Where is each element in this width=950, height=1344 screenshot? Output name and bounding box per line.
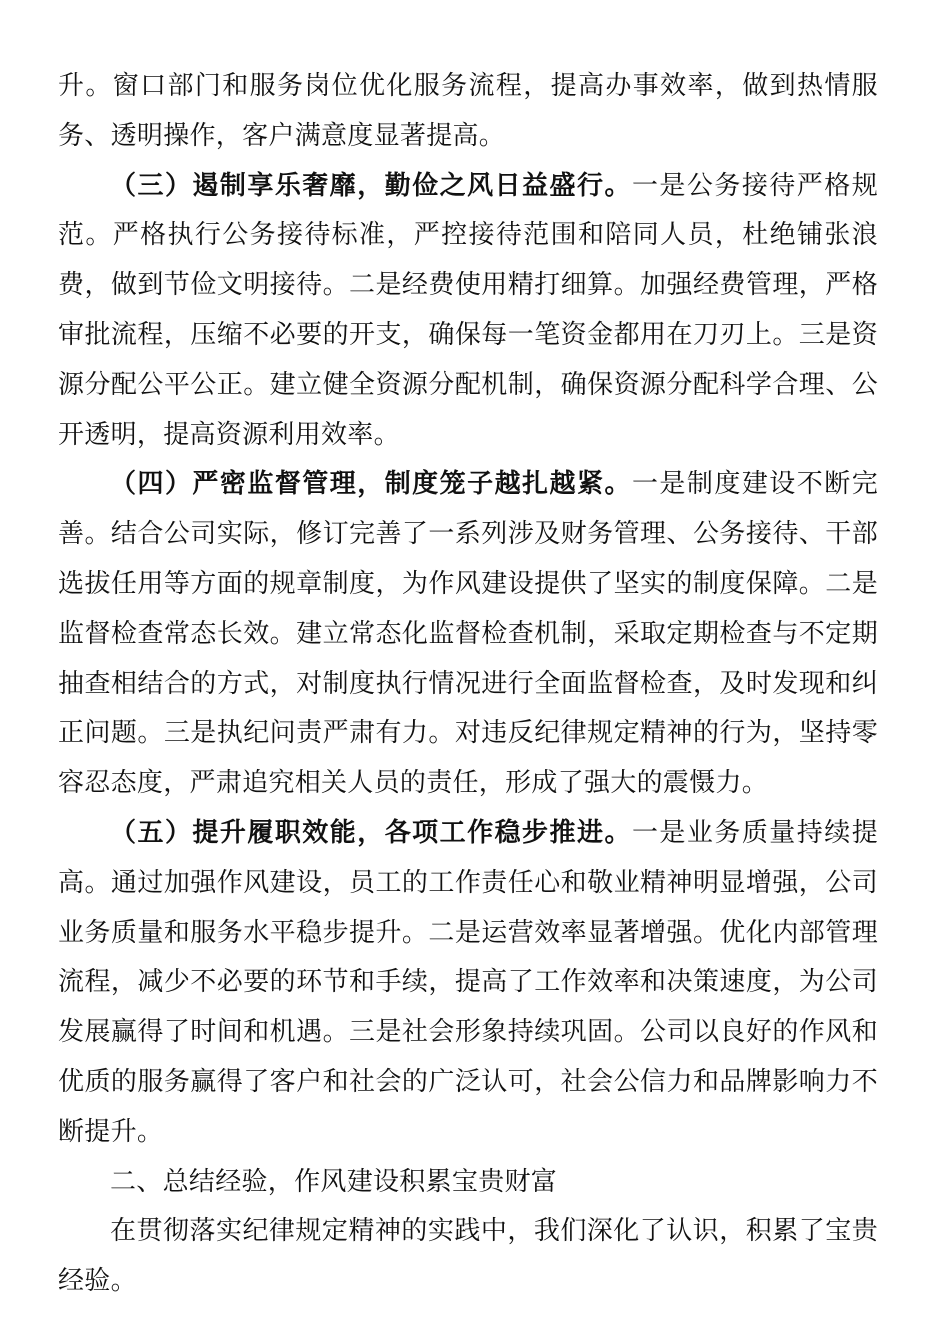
paragraph-section-4 [58, 460, 878, 809]
paragraph-continuation [58, 62, 878, 162]
section-heading: （五）提升履职效能，各项工作稳步推进。 [110, 817, 632, 848]
paragraph-text: 一是公务接待严格规范。严格执行公务接待标准，严控接待范围和陪同人员，杜绝铺张浪费，做到节俭文明接待。二是经费使用精打细算。加强经费管理，严格审批流程，压缩不必要的开支，确保每一笔资金都用在刀刃上。三是资源分配公平公正。建立健全资源分配机制，确保资源分配科学合理、公开透明，提高资源利用效率。 [58, 170, 878, 450]
section-heading: （三）遏制享乐奢靡，勤俭之风日益盛行。 [110, 170, 632, 201]
chapter-heading [58, 1158, 878, 1208]
paragraph-text: 在贯彻落实纪律规定精神的实践中，我们深化了认识，积累了宝贵经验。 [58, 1216, 878, 1297]
paragraph-text: 一是业务质量持续提高。通过加强作风建设，员工的工作责任心和敬业精神明显增强，公司业务质量和服务水平稳步提升。二是运营效率显著增强。优化内部管理流程，减少不必要的环节和手续，提高了工作效率和决策速度，为公司发展赢得了时间和机遇。三是社会形象持续巩固。公司以良好的作风和优质的服务赢得了客户和社会的广泛认可，社会公信力和品牌影响力不断提升。 [58, 817, 878, 1147]
paragraph-intro [58, 1207, 878, 1307]
paragraph-section-3 [58, 162, 878, 461]
paragraph-text: 一是制度建设不断完善。结合公司实际，修订完善了一系列涉及财务管理、公务接待、干部选拔任用等方面的规章制度，为作风建设提供了坚实的制度保障。二是监督检查常态长效。建立常态化监督检查机制，采取定期检查与不定期抽查相结合的方式，对制度执行情况进行全面监督检查，及时发现和纠正问题。三是执纪问责严肃有力。对违反纪律规定精神的行为，坚持零容忍态度，严肃追究相关人员的责任，形成了强大的震慑力。 [58, 469, 878, 799]
section-heading: （四）严密监督管理，制度笼子越扎越紧。 [110, 469, 632, 500]
paragraph-text: 升。窗口部门和服务岗位优化服务流程，提高办事效率，做到热情服务、透明操作，客户满意度显著提高。 [58, 71, 878, 151]
document-page [58, 62, 878, 1307]
chapter-heading-text: 二、总结经验，作风建设积累宝贵财富 [110, 1166, 558, 1197]
paragraph-section-5 [58, 809, 878, 1158]
